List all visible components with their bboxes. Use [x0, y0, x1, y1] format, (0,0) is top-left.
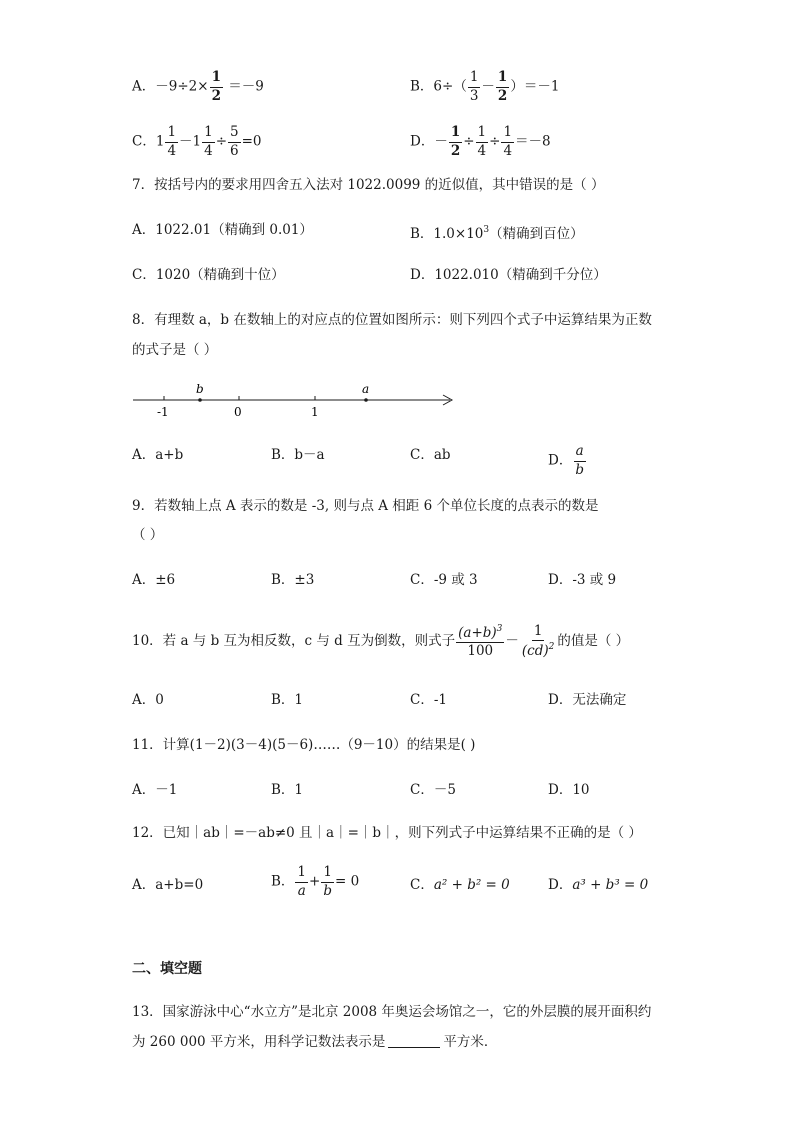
- denominator: b: [575, 461, 584, 478]
- q9-option-c: C．-9 或 3: [410, 572, 478, 588]
- q7-stem: 7．按括号内的要求用四舍五入法对 1022.0099 的近似值，其中错误的是（ ）: [132, 177, 605, 193]
- expr-text: = 0: [334, 873, 360, 890]
- q9-stem-line1: 9．若数轴上点 A 表示的数是 -3, 则与点 A 相距 6 个单位长度的点表示的数是: [132, 498, 599, 514]
- numerator: 1: [210, 71, 223, 88]
- fraction: [456, 625, 504, 659]
- fraction: [496, 71, 509, 103]
- denominator: 100: [467, 643, 494, 659]
- denominator: 4: [167, 142, 177, 159]
- q8-option-a: A．a+b: [132, 447, 184, 463]
- q7-option-a: A．1022.01（精确到 0.01）: [132, 222, 313, 238]
- denominator: 2: [450, 142, 461, 159]
- numerator: 1: [449, 126, 462, 143]
- numerator: 1: [295, 866, 308, 883]
- q11-option-a: A．－1: [132, 782, 178, 798]
- fraction: [476, 126, 489, 158]
- q13-line2: [132, 1032, 497, 1052]
- q6-option-b: [410, 71, 559, 103]
- fraction: [520, 622, 556, 659]
- q9-stem-line2: （ ）: [132, 527, 164, 543]
- denominator: 2: [211, 87, 221, 104]
- expr-text: =0: [241, 133, 262, 150]
- numerator: 1: [202, 126, 215, 143]
- expr-text: ÷: [215, 133, 228, 150]
- numerator: 1: [165, 126, 178, 143]
- answer-blank[interactable]: [388, 1035, 440, 1048]
- exponent: 2: [548, 642, 555, 652]
- numerator: 1: [468, 71, 481, 88]
- denominator: 2: [497, 87, 508, 104]
- expr-text: B．1.0×10: [410, 226, 484, 242]
- expr-text: ÷: [489, 133, 501, 150]
- q6-option-d: [410, 126, 551, 158]
- section-heading: 二、填空题: [132, 961, 202, 977]
- q9-option-a: A．±6: [132, 572, 176, 588]
- q12-option-d: [548, 875, 648, 895]
- expr-text: (a+b): [458, 624, 497, 641]
- expr-text: a² + b² = 0: [433, 877, 510, 893]
- numerator: 1: [501, 126, 514, 143]
- q11-option-c: C．－5: [410, 782, 456, 798]
- q8-stem-line2: 的式子是（ ）: [132, 342, 218, 358]
- tick-label: 1: [311, 405, 319, 419]
- denominator: 6: [230, 142, 239, 159]
- denominator: a: [297, 882, 306, 899]
- q6-option-a: [132, 71, 264, 103]
- q6-option-c: [132, 126, 262, 158]
- tick-label: 0: [234, 405, 242, 419]
- q13-line1: 13．国家游泳中心“水立方”是北京 2008 年奥运会场馆之一，它的外层膜的展开面积约: [132, 1004, 652, 1020]
- expr-text: （精确到百位）: [489, 226, 584, 242]
- number-line-diagram: [130, 380, 460, 420]
- fraction: [449, 126, 462, 158]
- denominator: b: [323, 882, 332, 899]
- fraction: [228, 126, 241, 158]
- q10-option-b: B．1: [271, 692, 304, 708]
- numerator: [456, 625, 504, 644]
- point-b-dot: [198, 398, 202, 402]
- expr-text: －9÷2×: [155, 78, 209, 95]
- expr-text: (cd): [521, 643, 549, 659]
- stem-text: 的值是（ ）: [557, 633, 630, 649]
- fraction: [210, 71, 223, 103]
- expr-text: －: [434, 133, 448, 150]
- option-label: D．: [548, 452, 573, 469]
- expr-text: a³ + b³ = 0: [572, 877, 649, 893]
- q11-option-d: D．10: [548, 782, 590, 798]
- numerator: a: [574, 445, 586, 462]
- q8-stem-line1: 8．有理数 a，b 在数轴上的对应点的位置如图所示：则下列四个式子中运算结果为正数: [132, 312, 652, 328]
- option-label: D．: [410, 133, 435, 150]
- q12-option-b: [271, 866, 359, 898]
- point-a-dot: [364, 398, 368, 402]
- q12-option-a: A．a+b=0: [132, 877, 204, 893]
- stem-text: 为 260 000 平方米，用科学记数法表示是: [132, 1034, 386, 1050]
- point-a-label: a: [362, 382, 370, 396]
- q7-option-d: D．1022.010（精确到千分位）: [410, 267, 607, 283]
- q10-stem: [132, 622, 629, 660]
- numerator: 1: [321, 866, 334, 883]
- option-label: C．: [410, 877, 434, 893]
- denominator: 3: [469, 87, 479, 104]
- q9-option-b: B．±3: [271, 572, 315, 588]
- stem-text: 10．若 a 与 b 互为相反数，c 与 d 互为倒数，则式子: [132, 633, 456, 649]
- tick-label: -1: [157, 405, 169, 419]
- q11-option-b: B．1: [271, 782, 304, 798]
- option-label: B．: [271, 873, 295, 890]
- option-label: C．: [132, 133, 156, 150]
- expr-text: ）＝－1: [510, 78, 560, 95]
- exponent: 3: [483, 225, 490, 235]
- expr-text: 6÷（: [433, 78, 467, 95]
- expr-text: －: [481, 78, 495, 95]
- expr-text: ÷: [463, 133, 475, 150]
- fraction: [295, 866, 308, 898]
- fraction: [165, 126, 178, 158]
- numerator: 5: [228, 126, 241, 143]
- expr-text: +: [309, 873, 321, 890]
- option-label: A．: [132, 78, 156, 95]
- option-label: B．: [410, 78, 434, 95]
- q7-option-b: [410, 220, 584, 244]
- q8-option-b: B．b－a: [271, 447, 325, 463]
- denominator: 4: [503, 142, 513, 159]
- fraction: [501, 126, 514, 158]
- point-b-label: b: [196, 382, 204, 396]
- denominator: 4: [204, 142, 213, 159]
- numerator: 1: [496, 71, 509, 88]
- q8-option-d: [548, 445, 587, 477]
- numerator: 1: [532, 625, 545, 642]
- fraction: [468, 71, 481, 103]
- q10-option-d: D．无法确定: [548, 692, 627, 708]
- q7-option-c: C．1020（精确到十位）: [132, 267, 285, 283]
- q12-option-c: [410, 875, 510, 895]
- fraction: [202, 126, 215, 158]
- fraction: [573, 445, 586, 477]
- q11-stem: 11．计算(1－2)(3－4)(5－6)……（9－10）的结果是( ): [132, 737, 476, 753]
- denominator: [520, 641, 556, 659]
- exponent: 3: [496, 623, 503, 634]
- expr-text: －1: [179, 133, 202, 150]
- expr-text: －: [505, 633, 519, 649]
- stem-text: 平方米．: [443, 1034, 498, 1050]
- numerator: 1: [476, 126, 489, 143]
- option-label: D．: [548, 877, 573, 893]
- fraction: [321, 866, 334, 898]
- expr-text: ＝－9: [228, 78, 264, 95]
- q9-option-d: D．-3 或 9: [548, 572, 617, 588]
- q12-stem: 12．已知｜ab｜=－ab≠0 且｜a｜=｜b｜，则下列式子中运算结果不正确的是（ ）: [132, 825, 642, 841]
- q10-option-a: A．0: [132, 692, 164, 708]
- q10-option-c: C．-1: [410, 692, 447, 708]
- expr-text: ＝－8: [515, 133, 551, 150]
- expr-text: 1: [155, 133, 165, 150]
- denominator: 4: [477, 142, 487, 159]
- q8-option-c: C．ab: [410, 447, 451, 463]
